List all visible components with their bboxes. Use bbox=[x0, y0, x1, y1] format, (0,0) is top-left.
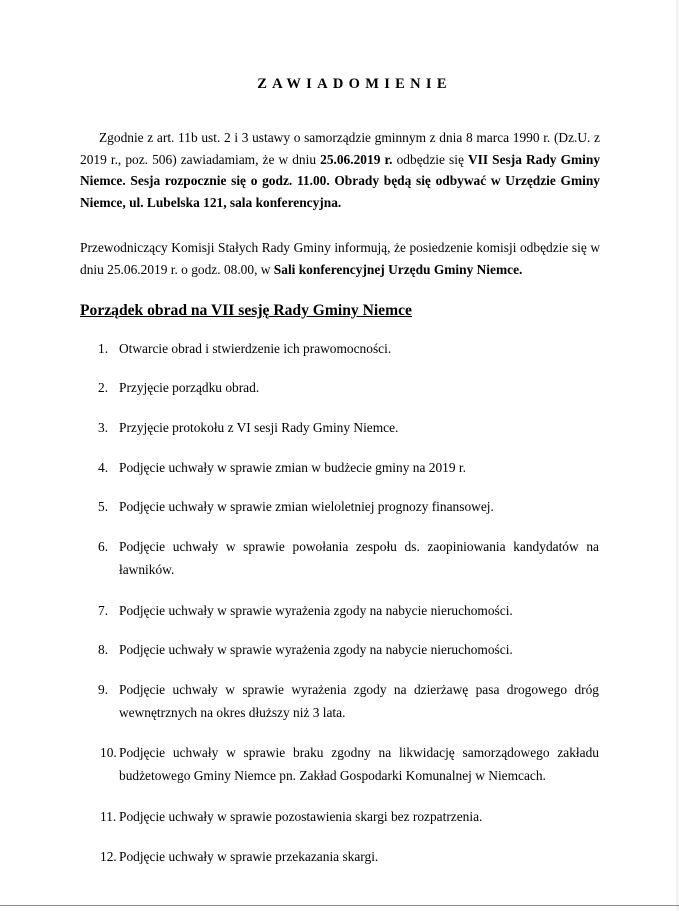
agenda-item-text: Podjęcie uchwały w sprawie pozostawienia skargi bez rozpatrzenia. bbox=[119, 809, 483, 824]
agenda-item-text: Podjęcie uchwały w sprawie wyrażenia zgody na nabycie nieruchomości. bbox=[119, 603, 513, 618]
agenda-item bbox=[98, 416, 599, 439]
agenda-item-text: Przyjęcie porządku obrad. bbox=[119, 380, 260, 395]
agenda-item-number: 11. bbox=[100, 809, 117, 824]
agenda-item bbox=[98, 337, 599, 360]
agenda-item-number: 5. bbox=[98, 499, 109, 514]
document-title: ZAWIADOMIENIE bbox=[257, 76, 452, 92]
committee-place: Sali konferencyjnej Urzędu Gminy Niemce. bbox=[273, 261, 523, 277]
intro-text-2: odbędzie się bbox=[392, 151, 468, 167]
agenda-item-number: 3. bbox=[98, 420, 109, 435]
session-details: VII Sesja Rady Gminy Niemce. Sesja rozpocznie się o godz. 11.00. Obrady będą się odbywać w Urzędzie Gminy Niemce, ul. Lubelska 121, sala konferencyjna. bbox=[80, 151, 601, 210]
agenda-item bbox=[100, 741, 599, 787]
agenda-item-number: 12. bbox=[100, 849, 117, 864]
agenda-item bbox=[98, 376, 599, 399]
agenda-item-text: Podjęcie uchwały w sprawie braku zgodny na likwidację samorządowego zakładu budżetowego Gminy Niemce pn. Zakład Gospodarki Komunalnej w Niemcach. bbox=[119, 745, 599, 783]
agenda-item-text: Podjęcie uchwały w sprawie wyrażenia zgody na dzierżawę pasa drogowego dróg wewnętrznych na okres dłuższy niż 3 lata. bbox=[119, 682, 599, 720]
agenda-item-number: 10. bbox=[100, 745, 117, 760]
agenda-item-number: 8. bbox=[98, 642, 109, 657]
agenda-item-text: Podjęcie uchwały w sprawie zmian w budżecie gminy na 2019 r. bbox=[119, 460, 466, 475]
agenda-item-number: 6. bbox=[98, 539, 109, 554]
agenda-item-text: Podjęcie uchwały w sprawie powołania zespołu ds. zaopiniowania kandydatów na ławników. bbox=[119, 539, 599, 577]
agenda-item bbox=[98, 456, 599, 479]
agenda-item bbox=[100, 845, 599, 868]
agenda-item-number: 9. bbox=[98, 682, 109, 697]
agenda-item bbox=[98, 599, 599, 622]
committee-text: Przewodniczący Komisji Stałych Rady Gminy informują, że posiedzenie komisji odbędzie się w dniu 25.06.2019 r. o godz. 08.00, w bbox=[80, 240, 600, 277]
agenda-item bbox=[100, 805, 599, 828]
agenda-item-number: 7. bbox=[98, 603, 109, 618]
agenda-item-text: Przyjęcie protokołu z VI sesji Rady Gminy Niemce. bbox=[119, 420, 399, 435]
agenda-item-text: Otwarcie obrad i stwierdzenie ich prawomocności. bbox=[119, 341, 392, 356]
agenda-item-number: 2. bbox=[98, 380, 109, 395]
agenda-item-text: Podjęcie uchwały w sprawie zmian wieloletniej prognozy finansowej. bbox=[119, 499, 494, 514]
agenda-item-number: 4. bbox=[98, 460, 109, 475]
agenda-item-text: Podjęcie uchwały w sprawie przekazania skargi. bbox=[119, 849, 379, 864]
agenda-item-number: 1. bbox=[98, 341, 109, 356]
agenda-item bbox=[98, 495, 599, 518]
agenda-item bbox=[98, 535, 599, 581]
agenda-item-text: Podjęcie uchwały w sprawie wyrażenia zgody na nabycie nieruchomości. bbox=[119, 642, 513, 657]
page-bottom-divider bbox=[0, 905, 679, 906]
session-date: 25.06.2019 r. bbox=[320, 151, 393, 167]
agenda-item bbox=[98, 678, 599, 724]
agenda-heading: Porządek obrad na VII sesję Rady Gminy Niemce bbox=[80, 302, 412, 319]
agenda-item bbox=[98, 638, 599, 661]
intro-text-1: Zgodnie z art. 11b ust. 2 i 3 ustawy o samorządzie gminnym z dnia 8 marca 1990 r. (Dz.U. z 2019 r., poz. 506) zawiadamiam, że w dniu bbox=[80, 130, 600, 167]
